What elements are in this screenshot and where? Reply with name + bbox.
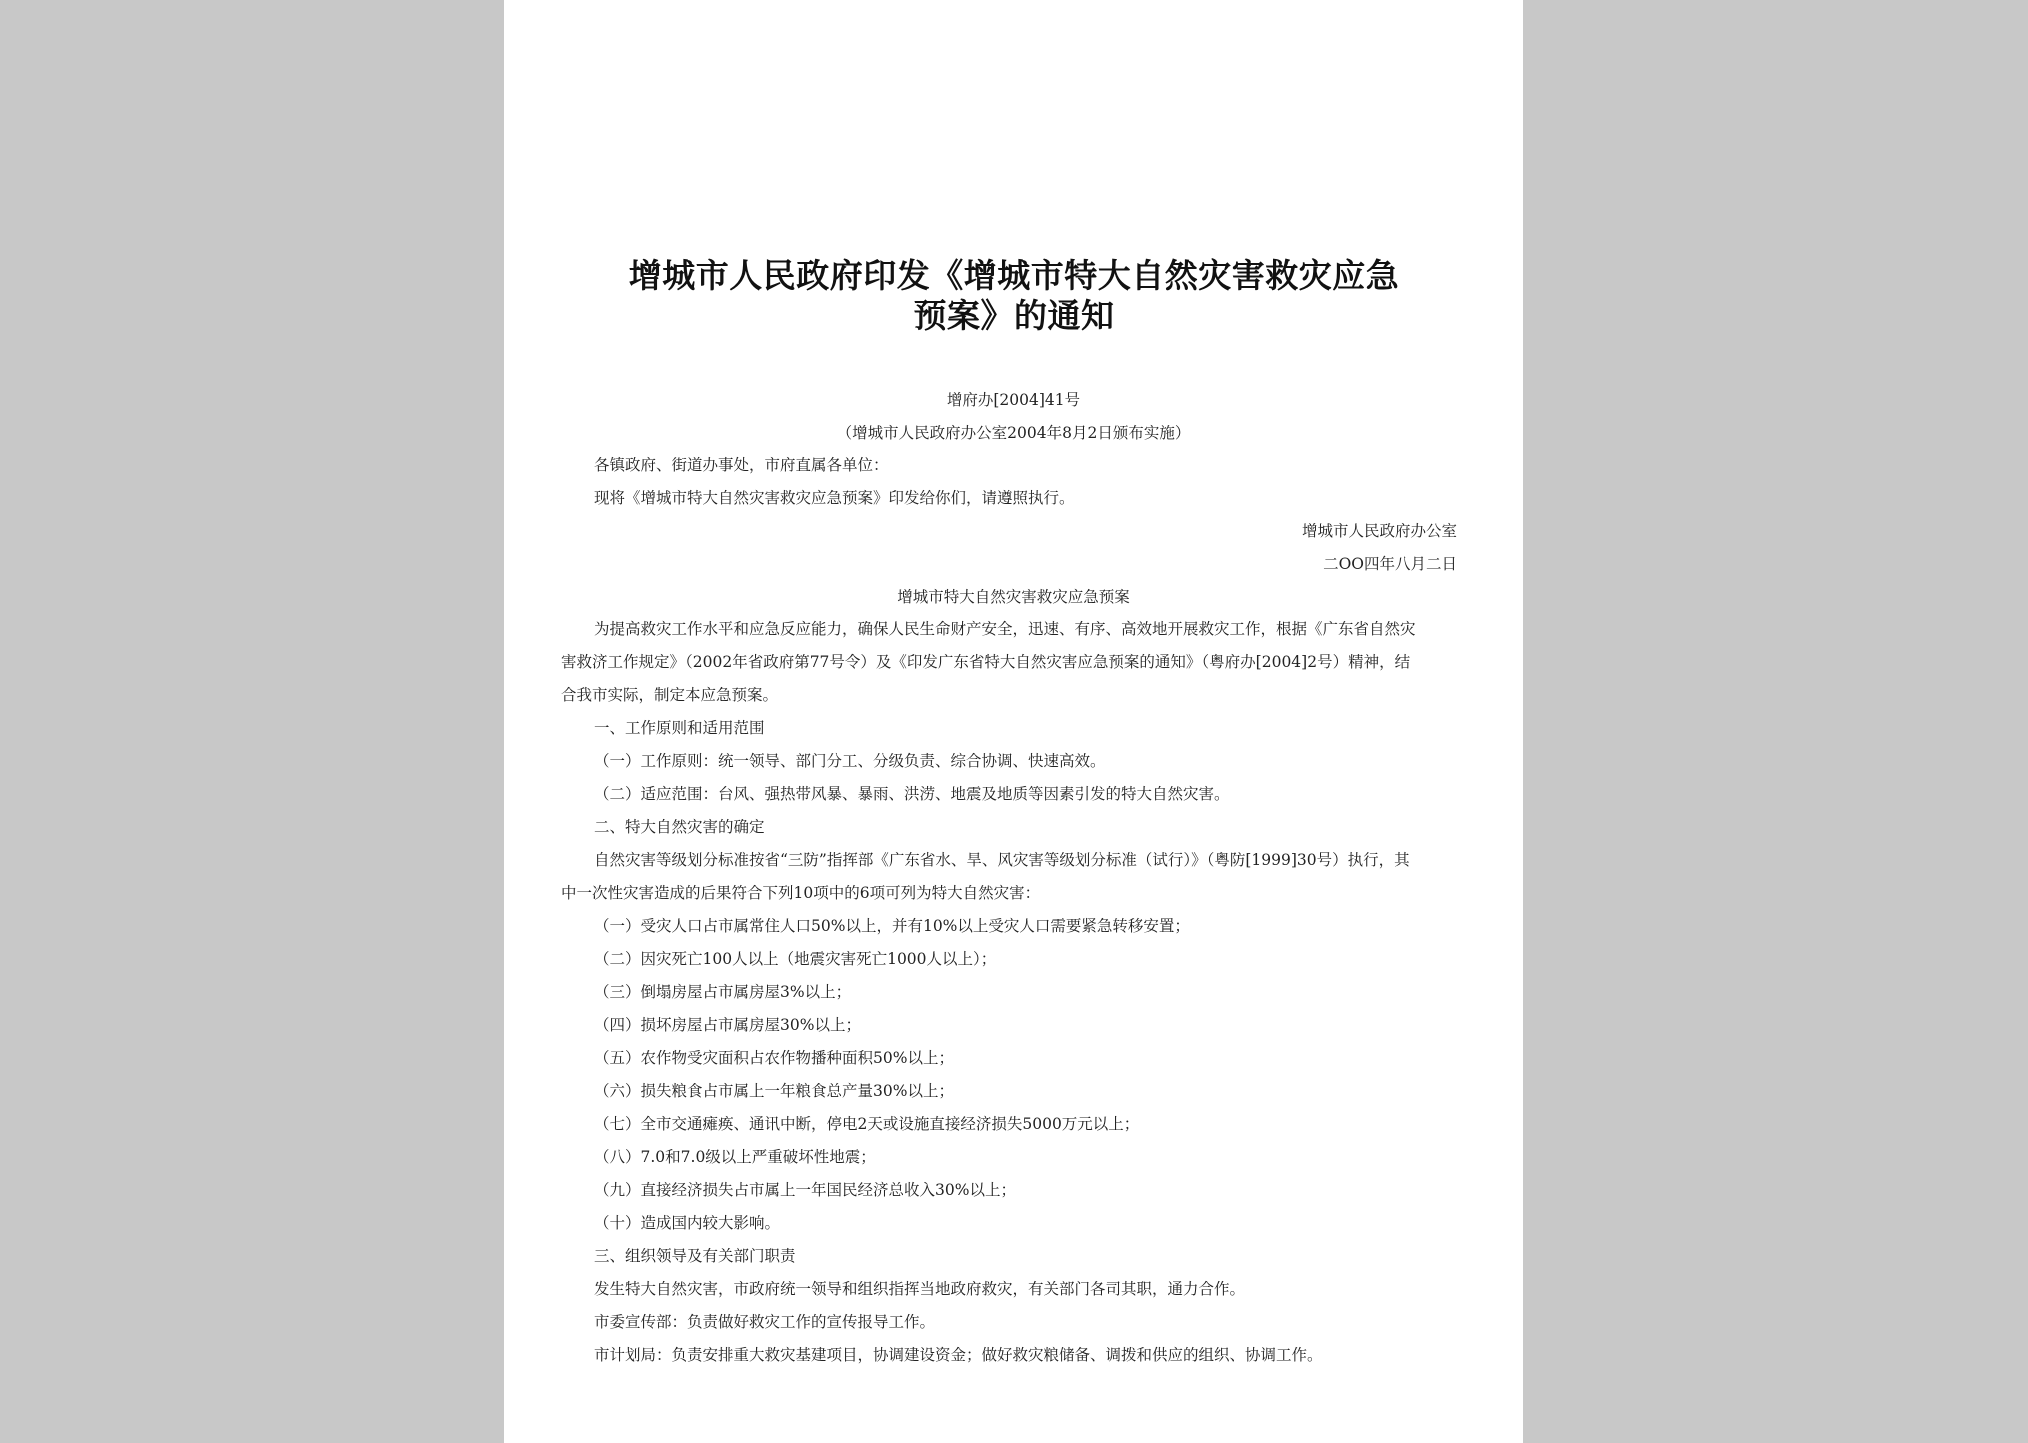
criteria-item-4: （四）损坏房屋占市属房屋30%以上； bbox=[594, 1016, 861, 1034]
criteria-item-8: （八）7.0和7.0级以上严重破坏性地震； bbox=[594, 1148, 876, 1166]
plan-title: 增城市特大自然灾害救灾应急预案 bbox=[897, 588, 1130, 606]
notice-text: 现将《增城市特大自然灾害救灾应急预案》印发给你们，请遵照执行。 bbox=[594, 489, 1075, 507]
signature-org: 增城市人民政府办公室 bbox=[1301, 522, 1457, 540]
section1-item-1: （一）工作原则：统一领导、部门分工、分级负责、综合协调、快速高效。 bbox=[594, 752, 1106, 770]
document-page bbox=[504, 0, 1523, 1443]
criteria-item-1: （一）受灾人口占市属常住人口50%以上，并有10%以上受灾人口需要紧急转移安置； bbox=[594, 917, 1190, 935]
addressee: 各镇政府、街道办事处，市府直属各单位： bbox=[594, 456, 889, 474]
section1-heading: 一、工作原则和适用范围 bbox=[594, 719, 765, 737]
section3-line-1: 发生特大自然灾害，市政府统一领导和组织指挥当地政府救灾，有关部门各司其职，通力合作。 bbox=[594, 1280, 1246, 1298]
section2-intro-line-1: 自然灾害等级划分标准按省“三防”指挥部《广东省水、旱、风灾害等级划分标准（试行）》（粤防[1999]30号）执行，其 bbox=[594, 851, 1410, 869]
criteria-item-5: （五）农作物受灾面积占农作物播种面积50%以上； bbox=[594, 1049, 954, 1067]
criteria-item-7: （七）全市交通瘫痪、通讯中断，停电2天或设施直接经济损失5000万元以上； bbox=[594, 1115, 1140, 1133]
intro-line-2: 害救济工作规定》（2002年省政府第77号令）及《印发广东省特大自然灾害应急预案的通知》（粤府办[2004]2号）精神，结 bbox=[561, 653, 1411, 671]
title-line-2: 预案》的通知 bbox=[913, 296, 1115, 335]
criteria-item-2: （二）因灾死亡100人以上（地震灾害死亡1000人以上）； bbox=[594, 950, 997, 968]
issuance-note: （增城市人民政府办公室2004年8月2日颁布实施） bbox=[836, 424, 1191, 442]
document-title bbox=[584, 256, 1444, 336]
section3-line-2: 市委宣传部：负责做好救灾工作的宣传报导工作。 bbox=[594, 1313, 936, 1331]
section1-item-2: （二）适应范围：台风、强热带风暴、暴雨、洪涝、地震及地质等因素引发的特大自然灾害。 bbox=[594, 785, 1230, 803]
criteria-item-9: （九）直接经济损失占市属上一年国民经济总收入30%以上； bbox=[594, 1181, 1016, 1199]
intro-line-3: 合我市实际，制定本应急预案。 bbox=[561, 686, 779, 704]
criteria-item-6: （六）损失粮食占市属上一年粮食总产量30%以上； bbox=[594, 1082, 954, 1100]
criteria-item-10: （十）造成国内较大影响。 bbox=[594, 1214, 781, 1232]
section3-line-3: 市计划局：负责安排重大救灾基建项目，协调建设资金；做好救灾粮储备、调拨和供应的组织、协调工作。 bbox=[594, 1346, 1323, 1364]
doc-number: 增府办[2004]41号 bbox=[946, 391, 1081, 409]
section2-intro-line-2: 中一次性灾害造成的后果符合下列10项中的6项可列为特大自然灾害： bbox=[561, 884, 1041, 902]
section3-heading: 三、组织领导及有关部门职责 bbox=[594, 1247, 796, 1265]
intro-line-1: 为提高救灾工作水平和应急反应能力，确保人民生命财产安全，迅速、有序、高效地开展救灾工作，根据《广东省自然灾 bbox=[594, 620, 1416, 638]
criteria-item-3: （三）倒塌房屋占市属房屋3%以上； bbox=[594, 983, 852, 1001]
title-line-1: 增城市人民政府印发《增城市特大自然灾害救灾应急 bbox=[628, 256, 1400, 295]
signature-date: 二OO四年八月二日 bbox=[1323, 555, 1457, 573]
section2-heading: 二、特大自然灾害的确定 bbox=[594, 818, 765, 836]
